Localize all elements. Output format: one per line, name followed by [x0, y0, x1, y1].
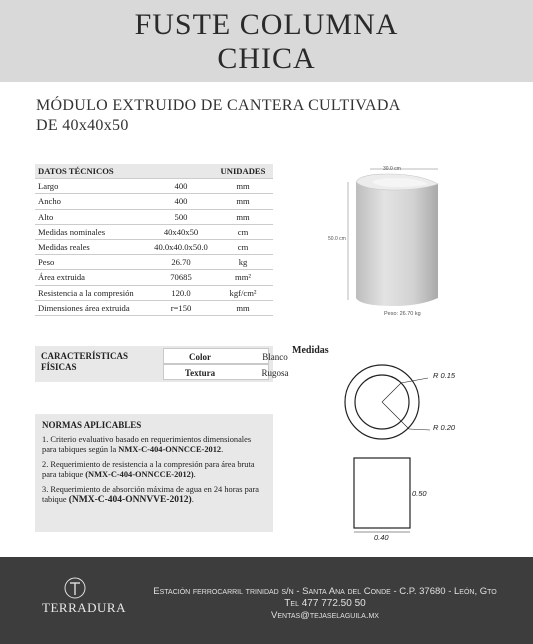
row-label: Peso: [38, 257, 55, 268]
texture-key: Textura: [184, 368, 216, 378]
physical-characteristics: [35, 346, 289, 382]
row-label: Resistencia a la compresión: [38, 287, 134, 298]
row-label: Dimensiones área extruida: [38, 302, 130, 313]
row-label: Alto: [38, 211, 54, 222]
row-unit: cm: [237, 241, 249, 252]
row-value: 40x40x50: [163, 226, 199, 237]
measures-title: Medidas: [292, 345, 329, 356]
leader-inner: [401, 378, 428, 383]
photo-weight-label: Peso: 26.70 kg: [384, 311, 421, 317]
norm-item-2-code: (NMX-C-404-ONNCCE-2012): [85, 470, 194, 479]
row-value: 500: [174, 211, 188, 222]
row-unit: mm: [236, 181, 250, 192]
tech-table-header: [35, 164, 273, 179]
footer-email[interactable]: Ventas@tejaselaguila.mx: [271, 610, 379, 621]
page-title-line-1: FUSTE COLUMNA: [134, 8, 399, 41]
color-value: Blanco: [262, 352, 288, 362]
row-value: 40.0x40.0x50.0: [154, 241, 208, 252]
leader-outer: [409, 429, 430, 430]
page-title-line-2: CHICA: [217, 42, 316, 75]
physical-label: CARACTERÍSTICAS FÍSICAS: [41, 351, 129, 372]
row-unit: kg: [238, 257, 248, 268]
measures-diagram: [330, 360, 470, 545]
row-value: 26.70: [171, 257, 191, 268]
table-row: [35, 240, 273, 255]
row-value: r=150: [170, 302, 192, 313]
row-value: 400: [174, 196, 188, 207]
norm-item-1-text: 1. Criterio evaluativo basado en requerimientos dimensionales para tabiques según la: [42, 435, 252, 454]
row-value: 120.0: [171, 287, 191, 298]
norm-item-3: 3. Requerimiento de absorción máxima de agua en 24 horas para tabique (NMX-C-404-ONNVVE-2012).: [42, 485, 259, 505]
r-outer-label: R 0.20: [433, 423, 456, 432]
norm-item-1-code: NMX-C-404-ONNCCE-2012: [118, 445, 222, 454]
table-row: [35, 210, 273, 225]
tech-header-units: UNIDADES: [220, 166, 266, 176]
tech-header-label: DATOS TÉCNICOS: [38, 166, 114, 176]
row-value: 400: [174, 181, 188, 192]
table-row: [35, 255, 273, 270]
norm-item-1: 1. Criterio evaluativo basado en requerimientos dimensionales para tabiques según la NMX-C-404-ONNCCE-2012.: [42, 435, 252, 454]
row-label: Medidas reales: [38, 241, 90, 252]
norm-item-3-text: 3. Requerimiento de absorción máxima de agua en 24 horas para tabique: [42, 485, 259, 504]
norm-item-2: 2. Requerimiento de resistencia a la compresión para área bruta para tabique (NMX-C-404-ONNCCE-2012).: [42, 460, 255, 479]
texture-value: Rugosa: [261, 368, 289, 378]
terradura-logo-icon: [64, 576, 86, 600]
row-value: 70685: [170, 272, 192, 283]
norm-item-3-code: (NMX-C-404-ONNVVE-2012): [68, 495, 192, 505]
photo-height-label: 50.0 cm: [328, 236, 346, 242]
row-unit: mm: [236, 196, 250, 207]
r-inner-label: R 0.15: [433, 371, 456, 380]
row-unit: mm²: [235, 272, 251, 283]
color-key: Color: [189, 352, 211, 362]
row-label: Largo: [38, 181, 59, 192]
row-label: Ancho: [38, 196, 61, 207]
table-row: [35, 286, 273, 301]
footer-address: Estación ferrocarril trinidad s/n - Santa Ana del Conde - C.P. 37680 - León, Gto: [153, 586, 497, 597]
tech-data-table: [35, 164, 273, 316]
row-unit: mm: [236, 302, 250, 313]
row-unit: mm: [236, 211, 250, 222]
footer-phone: Tel 477 772.50 50: [284, 598, 366, 609]
brand-name: TERRADURA: [42, 600, 126, 615]
table-row: [35, 270, 273, 285]
table-row: [35, 194, 273, 209]
table-row: [35, 225, 273, 240]
photo-width-label: 30.0 cm: [383, 166, 401, 172]
width-label: 0.40: [374, 533, 389, 542]
norms-title: NORMAS APLICABLES: [42, 420, 142, 430]
row-unit: kgf/cm²: [229, 287, 257, 298]
row-label: Área extruida: [38, 272, 86, 283]
table-row: [35, 179, 273, 194]
subtitle-line-1: MÓDULO EXTRUIDO DE CANTERA CULTIVADA: [36, 97, 401, 114]
side-view-rect: [354, 458, 410, 528]
applicable-norms: [35, 414, 273, 532]
subtitle-line-2: DE 40x40x50: [36, 117, 129, 134]
row-label: Medidas nominales: [38, 226, 106, 237]
norm-item-2-text: 2. Requerimiento de resistencia a la compresión para área bruta para tabique: [42, 460, 255, 479]
column-body: [356, 174, 438, 306]
row-unit: cm: [237, 226, 249, 237]
radius-line-inner: [382, 383, 401, 402]
table-row: [35, 301, 273, 316]
height-label: 0.50: [412, 489, 427, 498]
